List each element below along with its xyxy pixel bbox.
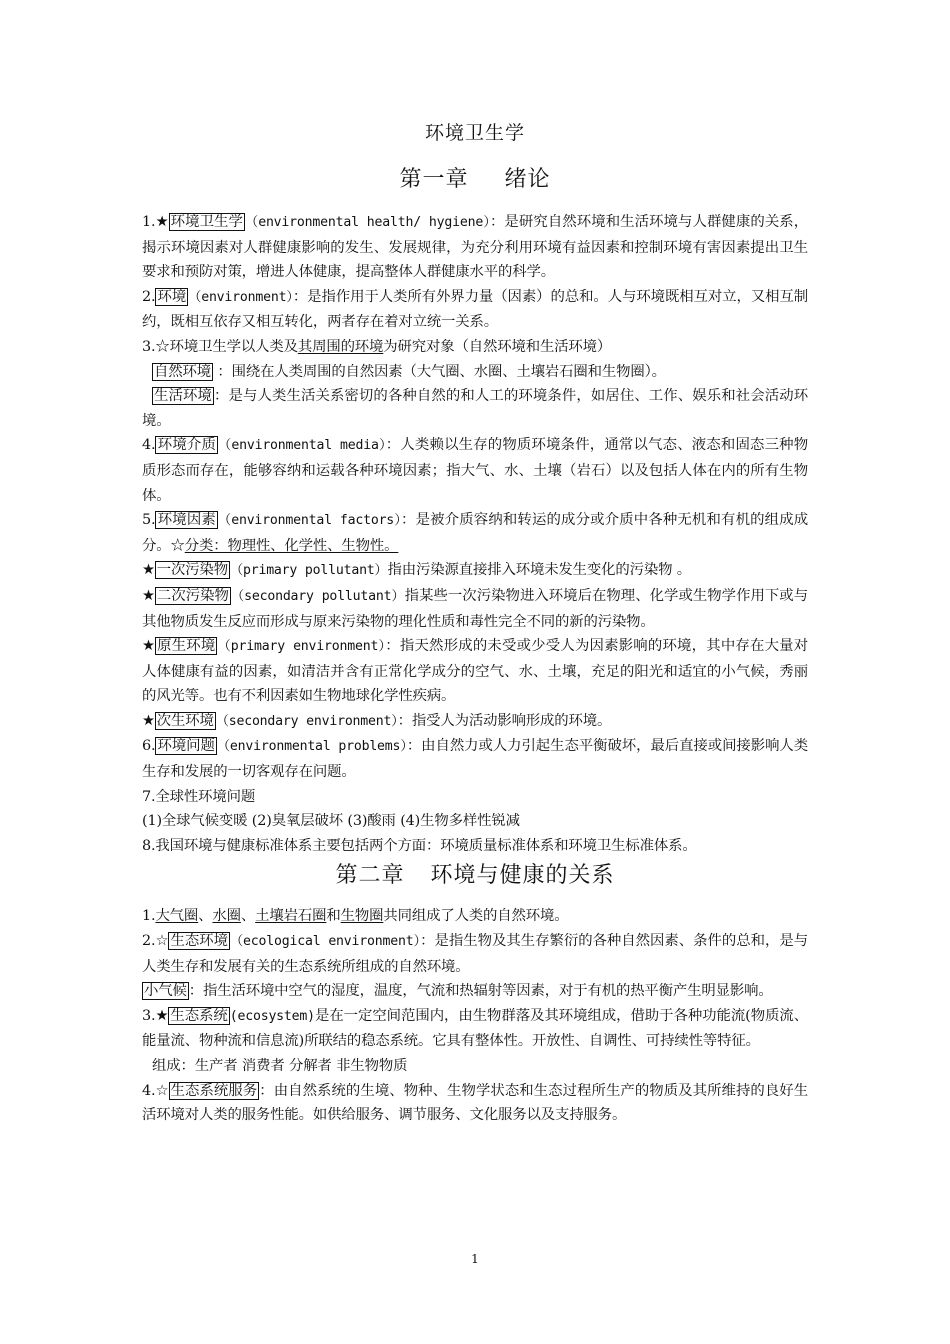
chapter-2-paragraph-2	[142, 929, 808, 979]
underlined-text: 其周围的环境	[297, 338, 384, 355]
english-term: （environmental problems）	[216, 739, 407, 755]
english-term: （environmental factors）	[217, 513, 402, 529]
english-term: （secondary pollutant）	[230, 588, 405, 604]
english-term: （secondary environment）	[215, 713, 398, 729]
paragraph-5b	[142, 584, 808, 634]
item-prefix: 3.★	[142, 1007, 169, 1024]
definition-text: ：由自然系统的生境、物种、生物学状态和生态过程所生产的物质及其所维持的良好生活环境对人类的服务性能。如供给服务、调节服务、文化服务以及支持服务。	[142, 1082, 808, 1124]
chapter-1-title	[142, 164, 808, 196]
paragraph-5a	[142, 558, 808, 584]
term-box: 环境问题	[157, 738, 215, 755]
chapter-2-paragraph-3	[142, 1004, 808, 1054]
document-title: 环境卫生学	[424, 122, 525, 144]
underlined-text: 水圈	[212, 908, 241, 925]
underlined-text: 大气圈	[155, 908, 199, 925]
definition-text: 共同组成了人类的自然环境。	[383, 908, 569, 925]
chapter-1-number: 第一章	[399, 167, 469, 192]
english-term: （environmental media）	[218, 438, 386, 454]
english-term: (ecosystem)	[229, 1008, 315, 1024]
term-box: 生态环境	[170, 933, 228, 950]
chapter-2-paragraph-3a: 组成：生产者 消费者 分解者 非生物物质	[152, 1058, 408, 1074]
chapter-2-paragraph-1	[142, 904, 808, 929]
underlined-text: 分类：物理性、化学性、生物性。	[184, 537, 399, 554]
term-box: 生态系统服务	[170, 1082, 258, 1099]
term-box: 生态系统	[170, 1007, 228, 1024]
english-term: （primary environment）	[217, 639, 386, 655]
term-box: 生活环境	[154, 388, 212, 405]
definition-text: ：指受人为活动影响形成的环境。	[397, 712, 612, 729]
definition-text: ：是与人类生活关系密切的各种自然的和人工的环境条件，如居住、工作、娱乐和社会活动环境。	[142, 388, 808, 429]
paragraph-2	[142, 285, 808, 335]
underlined-text: 生物圈	[340, 908, 384, 925]
term-box: 环境卫生学	[170, 214, 243, 230]
underlined-text: 土壤岩石圈	[255, 908, 327, 925]
separator: 、	[198, 908, 213, 925]
term-box: 环境介质	[157, 437, 217, 454]
term-box: 环境因素	[157, 512, 216, 529]
chapter-2-number: 第二章	[335, 863, 405, 889]
separator: 、	[240, 908, 256, 925]
term-box: 小气候	[144, 983, 187, 1000]
definition-text: 是在一定空间范围内，由生物群落及其环境组成，借助于各种功能流(物质流、能量流、物种流和信息流)所联结的稳态系统。它具有整体性。开放性、自调性、可持续性等特征。	[142, 1007, 808, 1050]
term-box: 二次污染物	[156, 587, 229, 604]
definition-text: ：是研究自然环境和生活环境与人群健康的关系，揭示环境因素对人群健康影响的发生、发展规律，为充分利用环境有益因素和控制环境有害因素提出卫生要求和预防对策，增进人体健康，提高整体人群健康水平的科学。	[142, 214, 809, 281]
item-prefix: 4.☆	[142, 1082, 169, 1099]
definition-text: ：指天然形成的未受或少受人为因素影响的环境，其中存在大量对人体健康有益的因素，如清洁并含有正常化学成分的空气、水、土壤，充足的阳光和适宜的小气候，秀丽的风光等。也有不利因素如生物地球化学性疾病。	[142, 638, 808, 705]
definition-text: 为研究对象（自然环境和生活环境）	[383, 338, 612, 355]
chapter-2-title	[142, 860, 808, 892]
english-term: （primary pollutant）	[229, 563, 388, 579]
definition-text: ：由自然力或人力引起生态平衡破坏，最后直接或间接影响人类生存和发展的一切客观存在问题。	[142, 738, 808, 781]
item-prefix: 2.☆	[142, 933, 169, 950]
definition-text: ：是被介质容纳和转运的成分或介质中各种无机和有机的组成成分。☆	[142, 512, 808, 554]
item-prefix: 6.	[142, 738, 156, 755]
item-prefix: 1.	[142, 908, 156, 925]
term-box: 次生环境	[156, 712, 214, 729]
paragraph-4	[142, 433, 808, 508]
paragraph-6	[142, 734, 808, 784]
chapter-2-paragraph-2a	[142, 979, 808, 1004]
paragraph-5d	[142, 709, 808, 735]
english-term: （ecological environment）	[229, 934, 421, 950]
paragraph-8: 8.我国环境与健康标准体系主要包括两个方面：环境质量标准体系和环境卫生标准体系。	[142, 837, 697, 854]
star-icon: ★	[142, 587, 155, 604]
star-icon: ★	[142, 638, 156, 655]
english-term: （environment）	[188, 289, 293, 305]
paragraph-3	[142, 335, 808, 360]
chapter-2-name: 环境与健康的关系	[430, 863, 615, 889]
term-box: 一次污染物	[156, 562, 228, 579]
paragraph-5	[142, 508, 808, 558]
star-icon: ★	[142, 562, 155, 579]
definition-text: ：是指作用于人类所有外界力量（因素）的总和。人与环境既相互对立，又相互制约，既相互依存又相互转化，两者存在着对立统一关系。	[142, 288, 809, 331]
term-box: 自然环境	[154, 363, 211, 380]
definition-text: 指由污染源直接排入环境未发生变化的污染物 。	[387, 562, 692, 579]
paragraph-3b	[142, 384, 808, 433]
term-box: 环境	[157, 288, 187, 305]
separator: 和	[326, 908, 341, 925]
chapter-2-paragraph-4	[142, 1079, 808, 1128]
paragraph-3a	[142, 360, 808, 385]
star-icon: ★	[142, 712, 155, 729]
paragraph-7-list: (1)全球气候变暖 (2)臭氧层破坏 (3)酸雨 (4)生物多样性锐减	[142, 813, 520, 830]
definition-text: ：人类赖以生存的物质环境条件，通常以气态、液态和固态三种物质形态而存在，能够容纳和运载各种环境因素；指大气、水、土壤（岩石）以及包括人体在内的所有生物体。	[142, 437, 808, 504]
page-number: 1	[471, 1252, 479, 1266]
paragraph-7: 7.全球性环境问题	[142, 788, 256, 805]
item-prefix: 2.	[142, 288, 156, 305]
term-box: 原生环境	[157, 638, 216, 655]
definition-text: ：是指生物及其生存繁衍的各种自然因素、条件的总和，是与人类生存和发展有关的生态系统所组成的自然环境。	[142, 933, 808, 975]
paragraph-5c	[142, 634, 808, 709]
definition-text: ：指生活环境中空气的湿度，温度，气流和热辐射等因素，对于有机的热平衡产生明显影响。	[188, 983, 773, 1000]
item-prefix: 1.★	[142, 214, 169, 230]
item-prefix: 4.	[142, 437, 156, 454]
document-page	[142, 118, 808, 1128]
chapter-1-name: 绪论	[504, 167, 551, 192]
paragraph-1	[142, 210, 808, 285]
definition-text: ：围绕在人类周围的自然因素（大气圈、水圈、土壤岩石圈和生物圈）。	[212, 363, 666, 380]
english-term: （environmental health/ hygiene）	[244, 215, 490, 230]
definition-text: 指某些一次污染物进入环境后在物理、化学或生物学作用下或与其他物质发生反应而形成与原来污染物的理化性质和毒性完全不同的新的污染物。	[142, 587, 808, 630]
item-prefix: 5.	[142, 512, 156, 529]
item-prefix: 3.☆环境卫生学以人类及	[142, 338, 298, 355]
